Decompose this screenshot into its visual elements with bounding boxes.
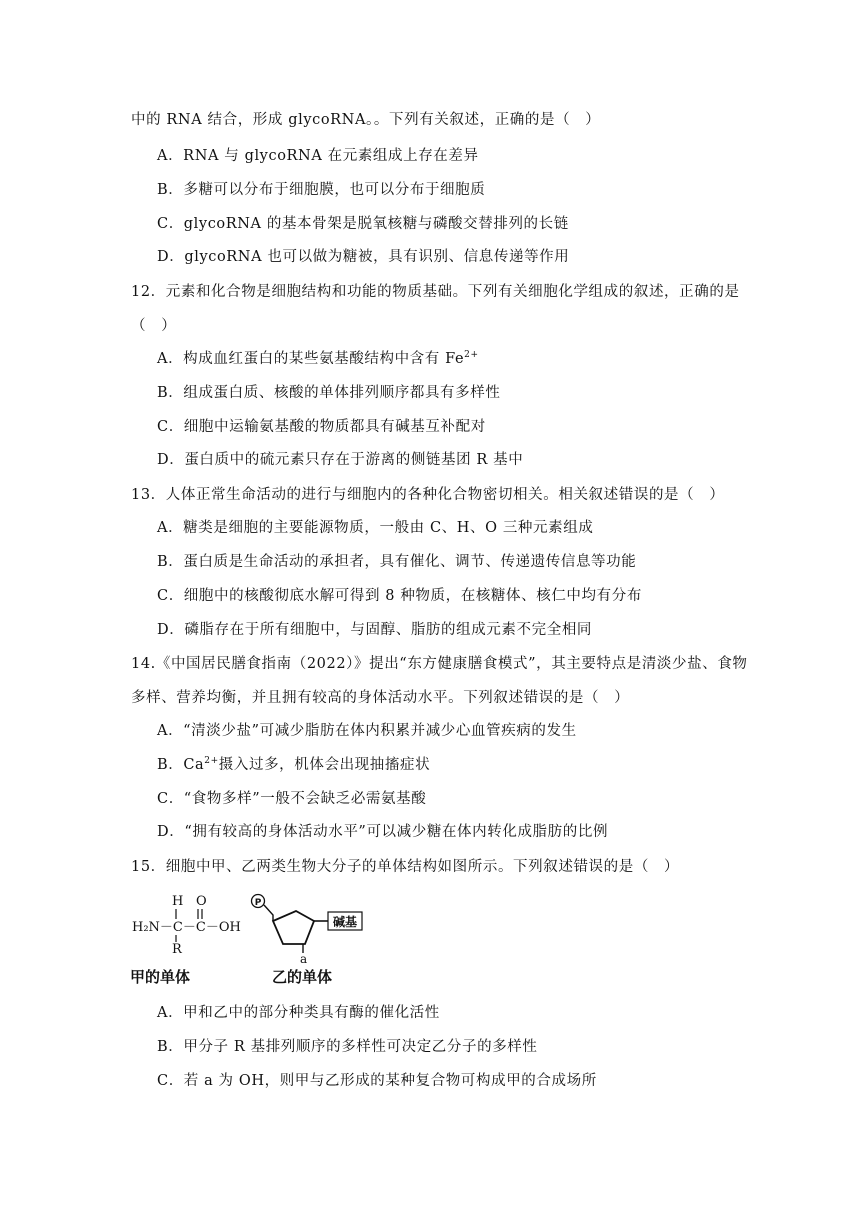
monomer-structure-figure: [128, 889, 368, 987]
q13-option-c: C．细胞中的核酸彻底水解可得到 8 种物质，在核糖体、核仁中均有分布: [157, 588, 642, 604]
q15-stem: 15．细胞中甲、乙两类生物大分子的单体结构如图所示。下列叙述错误的是（ ）: [131, 859, 680, 875]
amino-main-chain: H₂N－C－C－OH: [132, 920, 241, 935]
q12-option-a-text: A．构成血红蛋白的某些氨基酸结构中含有 Fe: [157, 351, 465, 367]
q13-stem: 13．人体正常生命活动的进行与细胞内的各种化合物密切相关。相关叙述错误的是（ ）: [131, 487, 725, 503]
q14-option-b-sup: 2+: [204, 756, 219, 767]
q12-option-b: B．组成蛋白质、核酸的单体排列顺序都具有多样性: [157, 385, 501, 401]
amino-r-label: R: [172, 942, 182, 957]
q14-option-c: C．“食物多样”一般不会缺乏必需氨基酸: [157, 791, 427, 807]
q11-option-c: C．glycoRNA 的基本骨架是脱氧核糖与磷酸交替排列的长链: [157, 216, 569, 232]
q13-option-b: B．蛋白质是生命活动的承担者，具有催化、调节、传递遗传信息等功能: [157, 554, 637, 570]
q14-option-b-rest: 摄入过多，机体会出现抽搐症状: [218, 757, 431, 773]
caption-monomer-yi: 乙的单体: [272, 968, 333, 986]
q14-option-a: A．“清淡少盐”可减少脂肪在体内积累并减少心血管疾病的发生: [157, 723, 577, 739]
q15-option-c: C．若 a 为 OH，则甲与乙形成的某种复合物可构成甲的合成场所: [157, 1073, 597, 1089]
q14-stem-line1: 14.《中国居民膳食指南（2022）》提出“东方健康膳食模式”，其主要特点是清淡少盐、食物: [131, 656, 748, 672]
q12-option-d: D．蛋白质中的硫元素只存在于游离的侧链基团 R 基中: [157, 452, 524, 468]
q12-option-a-sup: 2+: [464, 350, 479, 361]
phosphate-label: P: [254, 898, 262, 908]
caption-monomer-jia: 甲的单体: [130, 968, 191, 986]
q12-option-a: [157, 349, 479, 369]
q11-option-d: D．glycoRNA 也可以做为糖被，具有识别、信息传递等作用: [157, 249, 570, 265]
q12-stem-line1: 12．元素和化合物是细胞结构和功能的物质基础。下列有关细胞化学组成的叙述，正确的是: [131, 284, 740, 300]
q15-option-b: B．甲分子 R 基排列顺序的多样性可决定乙分子的多样性: [157, 1039, 538, 1055]
q15-option-a: A．甲和乙中的部分种类具有酶的催化活性: [157, 1005, 440, 1021]
amino-h-label: H: [172, 894, 184, 909]
q14-stem-line2: 多样、营养均衡，并且拥有较高的身体活动水平。下列叙述错误的是（ ）: [131, 690, 630, 706]
phosphate-bond: [264, 905, 273, 921]
a-label: a: [300, 952, 308, 966]
base-label: 碱基: [332, 915, 358, 929]
amino-o-label: O: [196, 894, 207, 909]
q11-option-a: A．RNA 与 glycoRNA 在元素组成上存在差异: [157, 148, 479, 164]
q13-option-d: D．磷脂存在于所有细胞中，与固醇、脂肪的组成元素不完全相同: [157, 622, 593, 638]
q11-stem: 中的 RNA 结合，形成 glycoRNA。。下列有关叙述，正确的是（ ）: [131, 112, 601, 128]
q14-option-b-prefix: B．Ca: [157, 757, 205, 773]
q13-option-a: A．糖类是细胞的主要能源物质，一般由 C、H、O 三种元素组成: [157, 520, 594, 536]
q12-option-c: C．细胞中运输氨基酸的物质都具有碱基互补配对: [157, 419, 486, 435]
q14-option-b: [157, 755, 430, 775]
pentose-ring-icon: [273, 911, 314, 944]
q11-option-b: B．多糖可以分布于细胞膜，也可以分布于细胞质: [157, 182, 486, 198]
q12-stem-line2: （ ）: [131, 318, 177, 334]
q14-option-d: D．“拥有较高的身体活动水平”可以减少糖在体内转化成脂肪的比例: [157, 824, 609, 840]
